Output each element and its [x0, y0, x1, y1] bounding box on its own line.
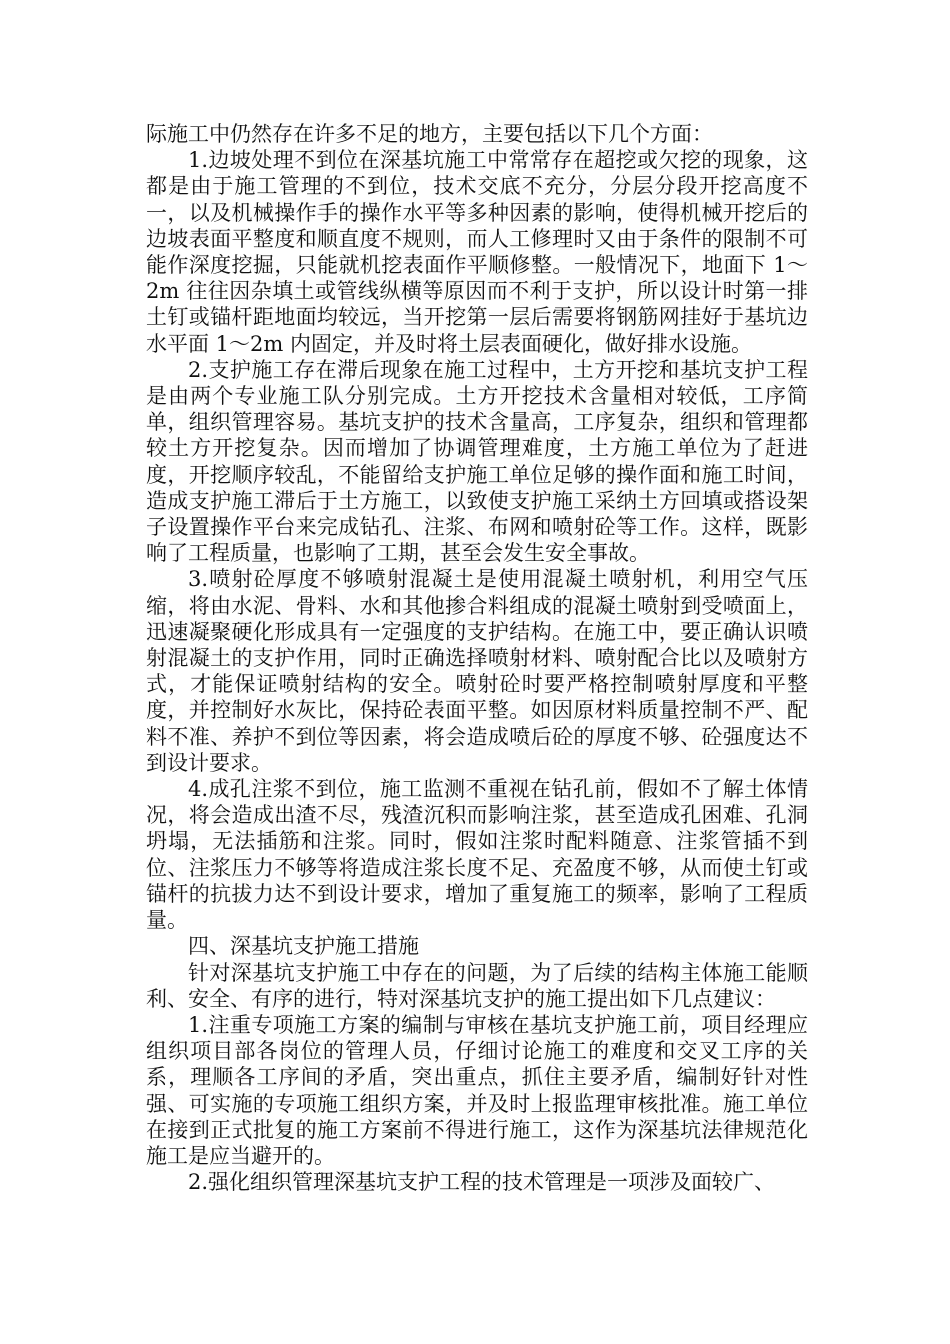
paragraph-continuation: 际施工中仍然存在许多不足的地方，主要包括以下几个方面： [146, 122, 713, 146]
paragraph-special-plan: 1.注重专项施工方案的编制与审核在基坑支护施工前，项目经理应组织项目部各岗位的管理人员，仔细讨论施工的难度和交叉工序的关系，理顺各工序间的矛盾，突出重点，抓住主要矛盾，编制好针对性强、可实施的专项施工组织方案，并及时上报监理审核批准。施工单位在接到正式批复的施工方案前不得进行施工，这作为深基坑法律规范化施工是应当避开的。 [146, 1012, 808, 1168]
paragraph-grouting: 4.成孔注浆不到位，施工监测不重视在钻孔前，假如不了解土体情况，将会造成出渣不尽，残渣沉积而影响注浆，甚至造成孔困难、孔洞坍塌，无法插筋和注浆。同时，假如注浆时配料随意、注浆管插不到位、注浆压力不够等将造成注浆长度不足、充盈度不够，从而使土钉或锚杆的抗拔力达不到设计要求，增加了重复施工的频率，影响了工程质量。 [146, 777, 808, 933]
section-heading-measures: 四、深基坑支护施工措施 [188, 934, 419, 959]
paragraph-organization-management: 2.强化组织管理深基坑支护工程的技术管理是一项涉及面较广、 [188, 1170, 776, 1195]
document-body [146, 121, 808, 1195]
paragraph-shotcrete-thickness: 3.喷射砼厚度不够喷射混凝土是使用混凝土喷射机，利用空气压缩，将由水泥、骨料、水和其他掺合料组成的混凝土喷射到受喷面上，迅速凝聚硬化形成具有一定强度的支护结构。在施工中，要正确认识喷射混凝土的支护作用，同时正确选择喷射材料、喷射配合比以及喷射方式，才能保证喷射结构的安全。喷射砼时要严格控制喷射厚度和平整度，并控制好水灰比，保持砼表面平整。如因原材料质量控制不严、配料不准、养护不到位等因素，将会造成喷后砼的厚度不够、砼强度达不到设计要求。 [146, 567, 808, 775]
paragraph-measures-intro: 针对深基坑支护施工中存在的问题，为了后续的结构主体施工能顺利、安全、有序的进行，特对深基坑支护的施工提出如下几点建议： [146, 960, 808, 1011]
paragraph-slope-treatment: 1.边坡处理不到位在深基坑施工中常常存在超挖或欠挖的现象，这都是由于施工管理的不到位，技术交底不充分，分层分段开挖高度不一，以及机械操作手的操作水平等多种因素的影响，使得机械开挖后的边坡表面平整度和顺直度不规则，而人工修理时又由于条件的限制不可能作深度挖掘，只能就机挖表面作平顺修整。一般情况下，地面下 1～2m 往往因杂填土或管线纵横等原因而不利于支护，所以设计时第一排土钉或锚杆距地面均较远，当开挖第一层后需要将钢筋网挂好于基坑边水平面 1～2m 内固定，并及时将土层表面硬化，做好排水设施。 [146, 148, 808, 356]
paragraph-support-lag: 2.支护施工存在滞后现象在施工过程中，土方开挖和基坑支护工程是由两个专业施工队分别完成。土方开挖技术含量相对较低，工序简单，组织管理容易。基坑支护的技术含量高，工序复杂，组织和管理都较土方开挖复杂。因而增加了协调管理难度，土方施工单位为了赶进度，开挖顺序较乱，不能留给支护施工单位足够的操作面和施工时间，造成支护施工滞后于土方施工，以致使支护施工采纳土方回填或搭设架子设置操作平台来完成钻孔、注浆、布网和喷射砼等工作。这样，既影响了工程质量，也影响了工期，甚至会发生安全事故。 [146, 357, 808, 566]
